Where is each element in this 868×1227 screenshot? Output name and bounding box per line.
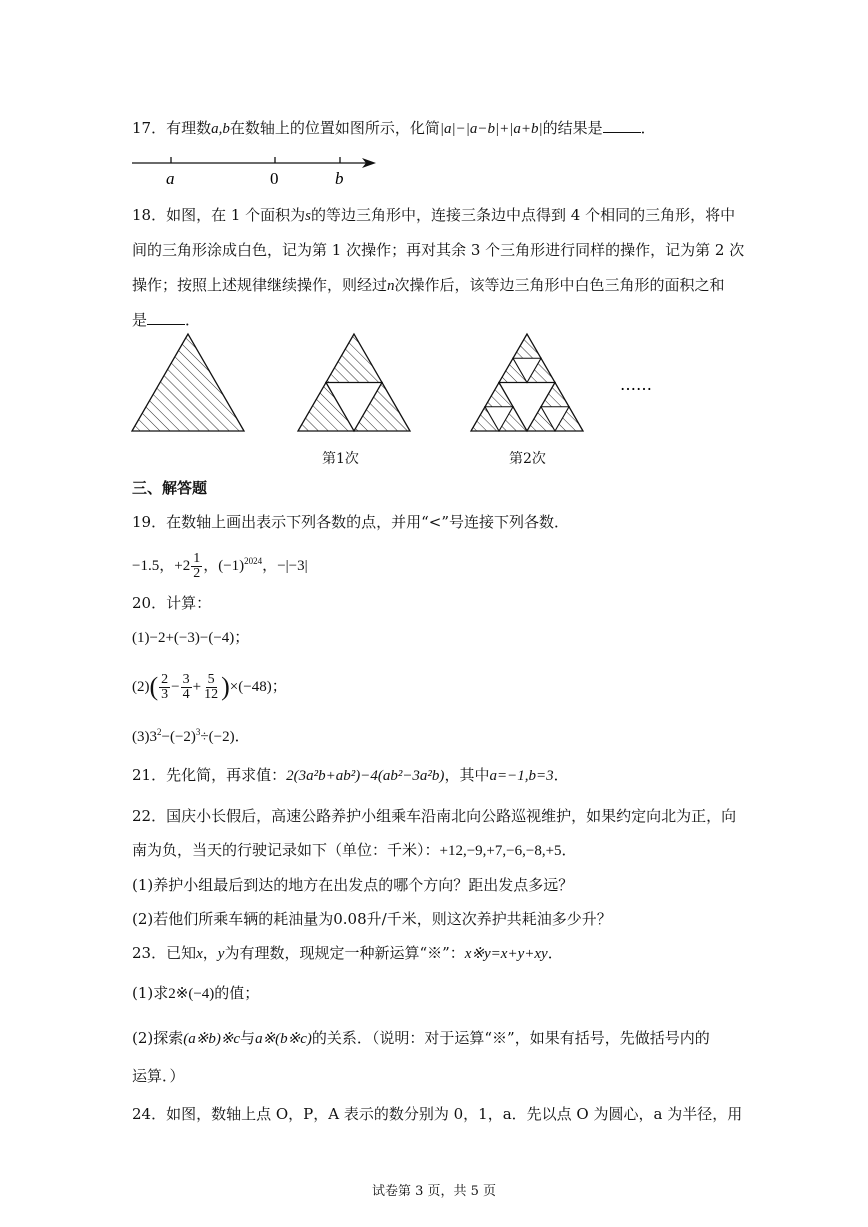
- q23-text-b: 为有理数，现规定一种新运算“※”：: [224, 944, 465, 962]
- q17-expression: |a|−|a−b|+|a+b|: [439, 121, 543, 137]
- q22-line2: [132, 840, 577, 861]
- q17-text-after: 的结果是: [542, 119, 603, 137]
- q23-definition: x※y=x+y+xy: [464, 946, 548, 962]
- q18-answer-blank[interactable]: [147, 310, 185, 325]
- q19-exp: 2024: [244, 556, 263, 566]
- q17-text: 17．有理数: [132, 119, 212, 137]
- frac-den: 4: [182, 686, 190, 702]
- triangle-step1: [298, 334, 410, 431]
- paren-left: (: [149, 672, 159, 701]
- q18-line3: [132, 275, 725, 296]
- q22-part1: (1)养护小组最后到达的地方在出发点的哪个方向？距出发点多远？: [132, 876, 574, 894]
- caption-step2: 第2次: [509, 451, 546, 467]
- caption-step1: 第1次: [322, 451, 359, 467]
- frac-num: 2: [161, 671, 169, 687]
- q23-end: ．: [547, 944, 563, 962]
- q19-sep1: ，: [159, 556, 175, 574]
- q19-sep2: ，: [203, 556, 219, 574]
- q18-text-2: 间的三角形涂成白色，记为第 1 次操作；再对其余 3 个三角形进行同样的操作，记为第 2 次: [132, 241, 745, 259]
- paren-right: ): [221, 672, 230, 701]
- q19-num2: +2: [174, 558, 191, 574]
- q20-title: 20．计算：: [132, 594, 212, 612]
- q18-var-n: n: [387, 278, 395, 294]
- q17-number-line: [128, 150, 388, 190]
- q22-text: 南为负，当天的行驶记录如下（单位：千米）：: [132, 841, 440, 859]
- frac-2-3: [159, 673, 170, 702]
- q19-line1: 19．在数轴上画出表示下列各数的点，并用“<”号连接下列各数．: [132, 513, 569, 531]
- label-0: 0: [270, 169, 279, 188]
- q19-num4: −|−3|: [277, 558, 308, 574]
- frac-5-12: [202, 673, 220, 702]
- q19-sep3: ，: [262, 556, 278, 574]
- q18-var-s: s: [305, 208, 312, 224]
- q19-fraction: [191, 552, 202, 581]
- q17-vars: a,b: [211, 121, 230, 137]
- q19-num3: (−1): [218, 558, 245, 574]
- q20-p3-prefix: (3)3: [132, 729, 157, 745]
- q19-num1: −1.5: [132, 558, 160, 574]
- q20-p3-mid: −(−2): [161, 729, 196, 745]
- frac-3-4: [181, 673, 192, 702]
- frac-den: 12: [204, 686, 219, 702]
- frac-num: 1: [193, 550, 201, 566]
- q18-end: ．: [185, 311, 201, 329]
- q20-p3-suffix: ÷(−2)．: [200, 729, 250, 745]
- q22-end: ．: [561, 841, 577, 859]
- q22-part2: (2)若他们所乘车辆的耗油量为0.08升/千米，则这次养护共耗油多少升？: [132, 910, 612, 928]
- q18-line1: [132, 205, 735, 226]
- frac-den: 2: [193, 565, 201, 581]
- section-heading: 三、解答题: [132, 479, 208, 497]
- q17-line: [132, 118, 656, 139]
- q20-p3-exp2: 3: [195, 727, 201, 737]
- q23-var-y: y: [217, 946, 225, 962]
- q23-p2-expr1: (a※b)※c: [183, 1031, 241, 1047]
- q24-line1: 24．如图，数轴上点 O，P，A 表示的数分别为 0，1，a．先以点 O 为圆心，a 为半径，用: [132, 1105, 743, 1123]
- q21-line: [132, 765, 569, 786]
- q23-comma: ，: [202, 944, 218, 962]
- q18-line4: [132, 310, 200, 330]
- frac-den: 3: [161, 686, 169, 702]
- q17-text-mid: 在数轴上的位置如图所示，化简: [229, 119, 440, 137]
- q23-p2-text-b: 的关系．（说明：对于运算“※”，如果有括号，先做括号内的: [311, 1029, 710, 1047]
- q20-p2-prefix: (2): [132, 679, 150, 695]
- q23-p1-expression: 2※(−4): [168, 986, 215, 1002]
- plus-sign: +: [192, 679, 202, 695]
- q20-p3-exp1: 2: [157, 727, 162, 737]
- q18-triangles-figure: [128, 330, 688, 440]
- triangle-initial: [132, 334, 244, 431]
- q18-text-b: 的等边三角形中，连接三条边中点得到 4 个相同的三角形，将中: [311, 206, 736, 224]
- q23-p1-text-b: 的值；: [214, 984, 260, 1002]
- frac-num: 3: [182, 671, 190, 687]
- q23-line1: [132, 943, 563, 964]
- frac-num: 5: [207, 671, 215, 687]
- q22-line1: 22．国庆小长假后，高速公路养护小组乘车沿南北向公路巡视维护，如果约定向北为正，向: [132, 807, 737, 825]
- q23-p2-mid: 与: [240, 1029, 256, 1047]
- label-b: b: [335, 169, 344, 188]
- q19-numbers: [132, 547, 308, 581]
- q23-part1: [132, 983, 259, 1004]
- label-a: a: [166, 169, 175, 188]
- q20-part3: [132, 722, 250, 747]
- ellipsis: ……: [620, 375, 652, 394]
- q18-text: 18．如图，在 1 个面积为: [132, 206, 306, 224]
- q18-line2: [132, 240, 744, 260]
- page-footer: 试卷第 3 页，共 5 页: [371, 1184, 497, 1199]
- q23-part2-line2: 运算．）: [132, 1067, 185, 1085]
- q23-p2-expr2: a※(b※c): [255, 1031, 312, 1047]
- q23-var-x: x: [196, 946, 203, 962]
- q23-p2-text: (2)探索: [132, 1029, 184, 1047]
- q21-condition: a=−1,b=3: [489, 768, 554, 784]
- q21-text: 21．先化简，再求值：: [132, 766, 287, 784]
- q23-part2: [132, 1028, 710, 1049]
- minus-sign: −: [171, 679, 180, 695]
- triangle-step2: [471, 334, 583, 431]
- q20-p2-suffix: ×(−48)；: [229, 679, 287, 695]
- q18-text-3b: 次操作后，该等边三角形中白色三角形的面积之和: [394, 276, 725, 294]
- q20-part2: [132, 668, 287, 704]
- q21-end: ．: [553, 766, 569, 784]
- q18-text-4: 是: [132, 311, 148, 329]
- q22-values: +12,−9,+7,−6,−8,+5: [439, 843, 562, 859]
- q21-mid: ，其中: [444, 766, 490, 784]
- q17-end: ．: [640, 119, 656, 137]
- q23-p1-text: (1)求: [132, 984, 169, 1002]
- q17-answer-blank[interactable]: [603, 118, 641, 133]
- q18-text-3a: 操作；按照上述规律继续操作，则经过: [132, 276, 388, 294]
- q21-expression: 2(3a²b+ab²)−4(ab²−3a²b): [286, 768, 445, 784]
- q20-part1: (1)−2+(−3)−(−4)；: [132, 630, 250, 646]
- q23-text: 23．已知: [132, 944, 197, 962]
